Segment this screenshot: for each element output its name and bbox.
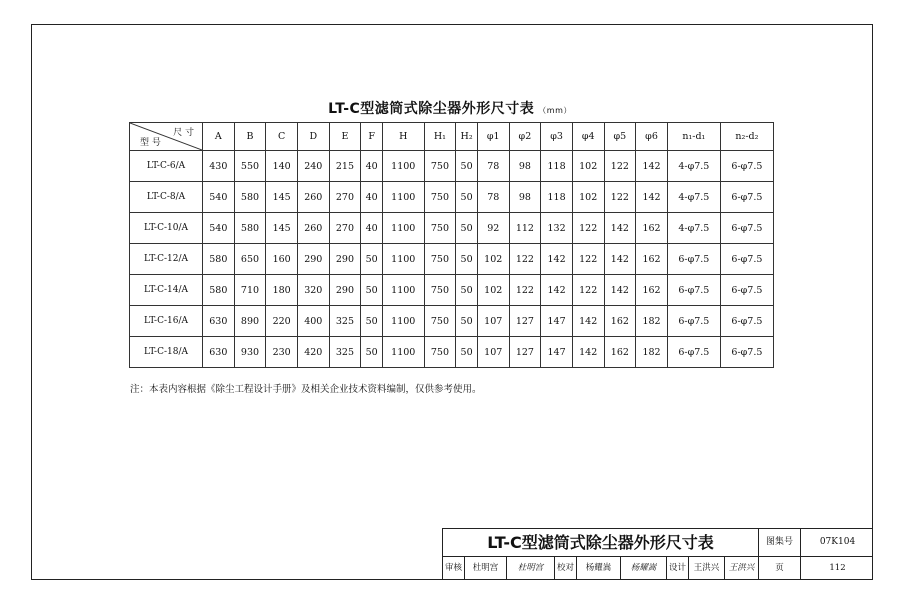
- value-cell: 127: [509, 306, 541, 337]
- value-cell: 6-φ7.5: [667, 244, 720, 275]
- table-row: [130, 244, 774, 275]
- value-cell: 630: [203, 337, 235, 368]
- column-header: E: [329, 123, 361, 151]
- column-header: F: [361, 123, 383, 151]
- value-cell: 50: [456, 275, 478, 306]
- value-cell: 930: [234, 337, 266, 368]
- value-cell: 98: [509, 151, 541, 182]
- value-cell: 142: [572, 337, 604, 368]
- value-cell: 290: [297, 244, 329, 275]
- column-header: φ1: [477, 123, 509, 151]
- header-row: [130, 123, 774, 151]
- value-cell: 4-φ7.5: [667, 213, 720, 244]
- value-cell: 580: [203, 275, 235, 306]
- value-cell: 550: [234, 151, 266, 182]
- value-cell: 162: [604, 306, 636, 337]
- value-cell: 270: [329, 213, 361, 244]
- value-cell: 147: [541, 306, 573, 337]
- value-cell: 240: [297, 151, 329, 182]
- column-header: φ5: [604, 123, 636, 151]
- value-cell: 4-φ7.5: [667, 151, 720, 182]
- column-header: H: [382, 123, 424, 151]
- title-unit: （mm）: [538, 106, 572, 115]
- value-cell: 6-φ7.5: [720, 275, 773, 306]
- value-cell: 580: [234, 182, 266, 213]
- title-block-row2: [443, 557, 873, 579]
- value-cell: 162: [636, 275, 668, 306]
- value-cell: 127: [509, 337, 541, 368]
- model-cell: LT-C-6/A: [130, 151, 203, 182]
- value-cell: 50: [456, 244, 478, 275]
- model-cell: LT-C-18/A: [130, 337, 203, 368]
- table-row: [130, 151, 774, 182]
- checker-name: 杨耀嵩: [577, 557, 621, 579]
- title-block-title: LT-C型滤筒式除尘器外形尺寸表: [443, 529, 759, 556]
- value-cell: 400: [297, 306, 329, 337]
- value-cell: 325: [329, 306, 361, 337]
- value-cell: 40: [361, 213, 383, 244]
- value-cell: 142: [636, 151, 668, 182]
- value-cell: 92: [477, 213, 509, 244]
- value-cell: 6-φ7.5: [667, 275, 720, 306]
- value-cell: 122: [572, 213, 604, 244]
- value-cell: 290: [329, 244, 361, 275]
- value-cell: 270: [329, 182, 361, 213]
- value-cell: 122: [604, 182, 636, 213]
- value-cell: 260: [297, 213, 329, 244]
- value-cell: 162: [636, 213, 668, 244]
- value-cell: 118: [541, 151, 573, 182]
- value-cell: 182: [636, 337, 668, 368]
- table-row: [130, 182, 774, 213]
- value-cell: 142: [541, 244, 573, 275]
- column-header: φ2: [509, 123, 541, 151]
- value-cell: 78: [477, 182, 509, 213]
- value-cell: 890: [234, 306, 266, 337]
- value-cell: 50: [456, 306, 478, 337]
- value-cell: 750: [424, 275, 456, 306]
- value-cell: 420: [297, 337, 329, 368]
- value-cell: 142: [636, 182, 668, 213]
- value-cell: 580: [203, 244, 235, 275]
- value-cell: 50: [456, 337, 478, 368]
- value-cell: 40: [361, 151, 383, 182]
- value-cell: 78: [477, 151, 509, 182]
- value-cell: 118: [541, 182, 573, 213]
- value-cell: 102: [477, 244, 509, 275]
- model-cell: LT-C-10/A: [130, 213, 203, 244]
- column-header: D: [297, 123, 329, 151]
- value-cell: 102: [572, 151, 604, 182]
- value-cell: 132: [541, 213, 573, 244]
- atlas-label: 图集号: [759, 529, 801, 556]
- value-cell: 142: [604, 213, 636, 244]
- column-header: H₁: [424, 123, 456, 151]
- value-cell: 1100: [382, 213, 424, 244]
- value-cell: 1100: [382, 151, 424, 182]
- value-cell: 750: [424, 306, 456, 337]
- designer-signature: 王洪兴: [725, 557, 759, 579]
- value-cell: 325: [329, 337, 361, 368]
- value-cell: 6-φ7.5: [720, 213, 773, 244]
- page-number: 112: [829, 563, 846, 573]
- model-cell: LT-C-14/A: [130, 275, 203, 306]
- value-cell: 540: [203, 182, 235, 213]
- table-row: [130, 213, 774, 244]
- corner-header-cell: [130, 123, 203, 151]
- value-cell: 710: [234, 275, 266, 306]
- value-cell: 230: [266, 337, 298, 368]
- value-cell: 540: [203, 213, 235, 244]
- value-cell: 6-φ7.5: [720, 182, 773, 213]
- checker-signature: 杨耀嵩: [621, 557, 667, 579]
- value-cell: 142: [604, 244, 636, 275]
- corner-size-label: 尺 寸: [173, 128, 194, 138]
- value-cell: 630: [203, 306, 235, 337]
- table-row: [130, 337, 774, 368]
- value-cell: 122: [572, 244, 604, 275]
- column-header: n₁-d₁: [667, 123, 720, 151]
- column-header: H₂: [456, 123, 478, 151]
- value-cell: 142: [541, 275, 573, 306]
- value-cell: 750: [424, 337, 456, 368]
- value-cell: 50: [456, 213, 478, 244]
- value-cell: 650: [234, 244, 266, 275]
- value-cell: 1100: [382, 182, 424, 213]
- check-label: 校对: [555, 557, 577, 579]
- value-cell: 122: [509, 275, 541, 306]
- value-cell: 142: [604, 275, 636, 306]
- table-row: [130, 275, 774, 306]
- value-cell: 147: [541, 337, 573, 368]
- value-cell: 50: [456, 182, 478, 213]
- dimension-table: [129, 122, 774, 368]
- table-title: [0, 98, 900, 118]
- value-cell: 162: [604, 337, 636, 368]
- value-cell: 102: [572, 182, 604, 213]
- value-cell: 6-φ7.5: [720, 306, 773, 337]
- model-cell: LT-C-16/A: [130, 306, 203, 337]
- value-cell: 6-φ7.5: [720, 244, 773, 275]
- value-cell: 162: [636, 244, 668, 275]
- value-cell: 1100: [382, 275, 424, 306]
- value-cell: 145: [266, 213, 298, 244]
- value-cell: 50: [361, 244, 383, 275]
- value-cell: 182: [636, 306, 668, 337]
- column-header: φ6: [636, 123, 668, 151]
- value-cell: 50: [361, 306, 383, 337]
- column-header: φ3: [541, 123, 573, 151]
- value-cell: 220: [266, 306, 298, 337]
- title-block-row1: [443, 529, 873, 557]
- value-cell: 290: [329, 275, 361, 306]
- value-cell: 750: [424, 182, 456, 213]
- column-header: n₂-d₂: [720, 123, 773, 151]
- value-cell: 6-φ7.5: [720, 337, 773, 368]
- column-header: C: [266, 123, 298, 151]
- review-label: 审核: [443, 557, 465, 579]
- atlas-number: 07K104: [819, 537, 856, 547]
- value-cell: 6-φ7.5: [667, 337, 720, 368]
- title-text: LT-C型滤筒式除尘器外形尺寸表: [328, 101, 535, 117]
- value-cell: 102: [477, 275, 509, 306]
- table-row: [130, 306, 774, 337]
- model-cell: LT-C-8/A: [130, 182, 203, 213]
- footnote: 注：本表内容根据《除尘工程设计手册》及相关企业技术资料编制，仅供参考使用。: [130, 384, 482, 395]
- design-label: 设计: [667, 557, 689, 579]
- value-cell: 145: [266, 182, 298, 213]
- value-cell: 122: [509, 244, 541, 275]
- value-cell: 750: [424, 213, 456, 244]
- column-header: B: [234, 123, 266, 151]
- value-cell: 1100: [382, 306, 424, 337]
- title-block: [442, 528, 873, 580]
- value-cell: 4-φ7.5: [667, 182, 720, 213]
- value-cell: 112: [509, 213, 541, 244]
- value-cell: 142: [572, 306, 604, 337]
- reviewer-signature: 杜明宫: [507, 557, 555, 579]
- value-cell: 580: [234, 213, 266, 244]
- column-header: A: [203, 123, 235, 151]
- value-cell: 107: [477, 306, 509, 337]
- designer-name: 王洪兴: [689, 557, 725, 579]
- value-cell: 98: [509, 182, 541, 213]
- value-cell: 215: [329, 151, 361, 182]
- value-cell: 6-φ7.5: [720, 151, 773, 182]
- value-cell: 750: [424, 151, 456, 182]
- value-cell: 1100: [382, 337, 424, 368]
- value-cell: 122: [572, 275, 604, 306]
- value-cell: 50: [361, 275, 383, 306]
- value-cell: 50: [456, 151, 478, 182]
- value-cell: 40: [361, 182, 383, 213]
- value-cell: 6-φ7.5: [667, 306, 720, 337]
- value-cell: 160: [266, 244, 298, 275]
- value-cell: 750: [424, 244, 456, 275]
- reviewer-name: 杜明宫: [465, 557, 507, 579]
- value-cell: 180: [266, 275, 298, 306]
- model-cell: LT-C-12/A: [130, 244, 203, 275]
- corner-model-label: 型 号: [140, 138, 161, 148]
- column-header: φ4: [572, 123, 604, 151]
- page-label: 页: [759, 557, 801, 579]
- value-cell: 50: [361, 337, 383, 368]
- value-cell: 320: [297, 275, 329, 306]
- value-cell: 260: [297, 182, 329, 213]
- value-cell: 122: [604, 151, 636, 182]
- value-cell: 140: [266, 151, 298, 182]
- value-cell: 430: [203, 151, 235, 182]
- value-cell: 1100: [382, 244, 424, 275]
- value-cell: 107: [477, 337, 509, 368]
